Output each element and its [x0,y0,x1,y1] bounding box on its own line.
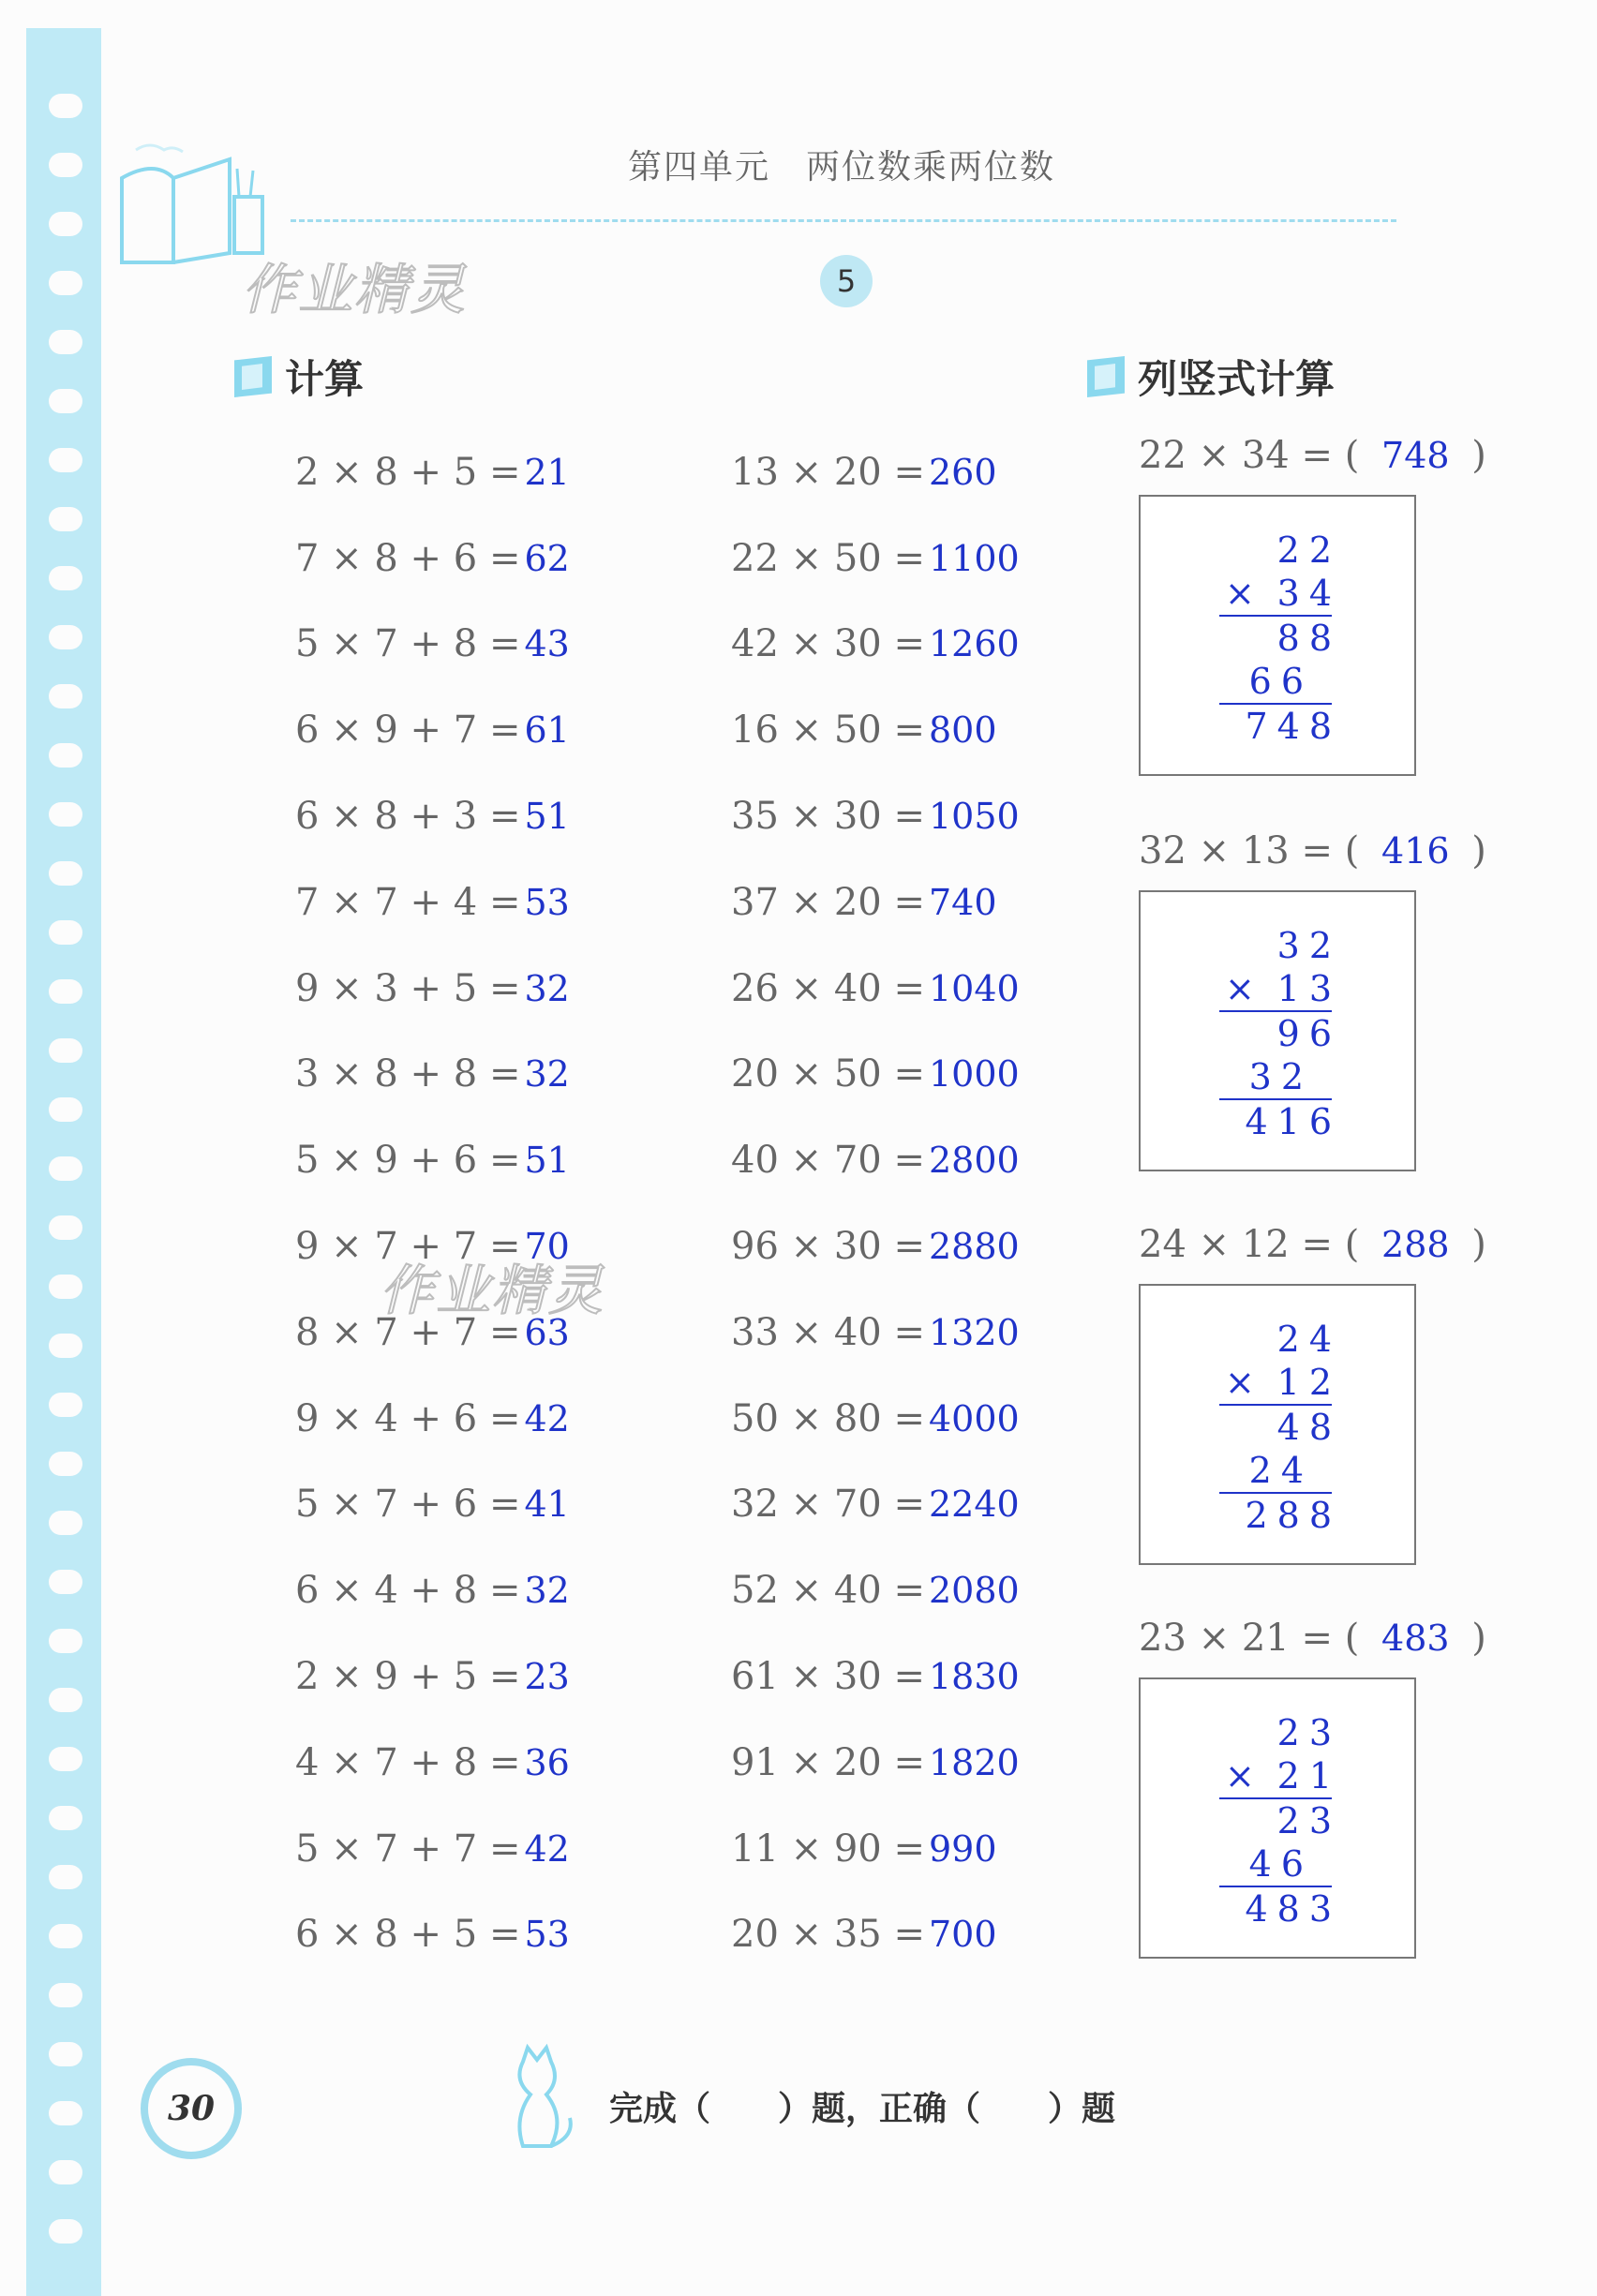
calc-expression: 91 × 20 = [731,1740,925,1784]
calc-row [295,859,570,946]
calc-expression: 5 × 9 + 6 = [295,1139,521,1183]
calc-expression: 33 × 40 = [731,1310,925,1354]
calc-expression: 3 × 8 + 8 = [295,1052,521,1096]
binding-hole [49,389,82,413]
calc-expression: 37 × 20 = [731,880,925,924]
binding-hole [49,1156,82,1181]
binding-hole [49,802,82,827]
calc-answer: 2080 [928,1570,1020,1612]
vertical-question [1139,825,1486,877]
calc-expression: 35 × 30 = [731,795,925,839]
calc-answer: 1050 [928,796,1020,838]
watermark-center: 作业精灵 [380,1259,605,1322]
exercise-number-badge: 5 [820,255,873,307]
calc-answer: 63 [524,1311,570,1353]
binding-hole [49,743,82,768]
section-heading-calculate [234,349,364,405]
vertical-problem [1139,825,1486,1171]
partial-product-1: 96 [1276,1013,1341,1054]
calc-expression: 6 × 8 + 5 = [295,1913,521,1957]
page-number: 30 [141,2058,242,2159]
binding-hole [49,1806,82,1830]
calc-row [295,1117,570,1203]
calc-answer: 700 [928,1914,997,1956]
calc-expression: 6 × 8 + 3 = [295,795,521,839]
final-product: 748 [1245,706,1341,747]
calc-row [731,1117,1020,1203]
calc-answer: 1260 [928,623,1020,665]
calc-row [731,429,1020,515]
multiplicand: 24 [1276,1319,1341,1360]
calc-row [295,1376,570,1462]
calc-answer: 2240 [928,1483,1020,1526]
calc-answer: 42 [524,1827,570,1870]
calc-expression: 9 × 7 + 7 = [295,1225,521,1269]
calc-expression: 61 × 30 = [731,1655,925,1699]
calc-row [731,1462,1020,1548]
underline [1219,1797,1332,1799]
binding-hole [49,1747,82,1771]
calc-row [731,1892,1020,1978]
book-icon [1087,356,1125,397]
calc-expression: 5 × 7 + 8 = [295,622,521,666]
calc-expression: 9 × 3 + 5 = [295,966,521,1010]
vertical-work-box [1139,1284,1416,1565]
calc-expression: 20 × 50 = [731,1052,925,1096]
calc-row [731,946,1020,1032]
vertical-question [1139,1218,1486,1271]
multiply-sign: × [1225,968,1255,1009]
calc-expression: 20 × 35 = [731,1913,925,1957]
multiply-sign: × [1225,573,1255,614]
calc-answer: 51 [524,796,570,838]
calc-expression: 4 × 7 + 8 = [295,1740,521,1784]
calc-expression: 40 × 70 = [731,1139,925,1183]
vertical-problem [1139,1612,1486,1959]
calc-row [295,1290,570,1376]
calc-row [731,515,1020,602]
multiplier: 12 [1276,1362,1341,1403]
calc-answer: 61 [524,709,570,752]
calc-row [731,1547,1020,1633]
calc-answer: 41 [524,1483,570,1526]
binding-hole [49,566,82,590]
calc-answer: 260 [928,451,997,493]
binding-hole [49,920,82,945]
partial-product-2: 66 [1248,661,1313,702]
multiplier: 34 [1276,573,1341,614]
calc-expression: 5 × 7 + 6 = [295,1483,521,1527]
cat-icon [495,2043,579,2155]
calc-row [731,687,1020,773]
binding-hole [49,1924,82,1948]
calc-row [295,1547,570,1633]
multiply-sign: × [1225,1755,1255,1797]
binding-hole [49,861,82,886]
vertical-answer: 288 [1381,1224,1450,1265]
binding-hole [49,684,82,708]
calc-row [731,1806,1020,1892]
partial-product-1: 23 [1276,1800,1341,1841]
calc-row [295,515,570,602]
binding-hole [49,212,82,236]
calc-answer: 4000 [928,1397,1020,1439]
binding-hole [49,1393,82,1417]
binding-hole [49,1511,82,1535]
calc-answer: 1040 [928,967,1020,1009]
calc-expression: 50 × 80 = [731,1396,925,1440]
vertical-problem [1139,1218,1486,1565]
vertical-question [1139,429,1486,482]
vertical-problem [1139,429,1486,776]
calc-answer: 32 [524,1053,570,1096]
binding-hole [49,1038,82,1063]
calc-row [295,1032,570,1118]
calc-answer: 1820 [928,1741,1020,1783]
binding-hole [49,2160,82,2184]
binding-hole [49,1452,82,1476]
calc-answer: 32 [524,967,570,1009]
binding-hole [49,271,82,295]
calc-expression: 96 × 30 = [731,1225,925,1269]
binding-hole [49,153,82,177]
calc-column-2 [731,429,1020,1977]
vertical-question-close: ) [1471,434,1486,477]
calc-row [295,773,570,859]
binding-hole [49,2042,82,2066]
calc-expression: 7 × 8 + 6 = [295,536,521,580]
calc-answer: 23 [524,1656,570,1698]
calc-answer: 36 [524,1741,570,1783]
underline [1219,1404,1332,1406]
vertical-question-text: 32 × 13 = ( [1139,829,1360,872]
vertical-answer: 748 [1381,435,1450,476]
calc-expression: 8 × 7 + 7 = [295,1310,521,1354]
calc-answer: 42 [524,1397,570,1439]
calc-answer: 1000 [928,1053,1020,1096]
binding-hole [49,448,82,472]
watermark: 作业精灵 [242,258,468,321]
calc-answer: 1100 [928,537,1020,579]
underline [1219,1098,1332,1100]
calc-row [731,1720,1020,1806]
calc-row [731,1032,1020,1118]
calc-answer: 1320 [928,1311,1020,1353]
vertical-answer: 416 [1381,830,1450,872]
calc-answer: 53 [524,881,570,923]
vertical-work-box [1139,890,1416,1171]
vertical-question-text: 22 × 34 = ( [1139,434,1360,477]
calc-row [295,1892,570,1978]
section-heading-label: 计算 [285,356,365,402]
binding-hole [49,94,82,118]
vertical-work-box [1139,1677,1416,1959]
calc-answer: 51 [524,1140,570,1182]
underline [1219,703,1332,705]
partial-product-1: 88 [1276,618,1341,659]
calc-row [731,1203,1020,1290]
calc-answer: 21 [524,451,570,493]
multiply-sign: × [1225,1362,1255,1403]
calc-answer: 43 [524,623,570,665]
calc-answer: 2800 [928,1140,1020,1182]
calc-answer: 62 [524,537,570,579]
binding-hole [49,330,82,354]
calc-row [731,1290,1020,1376]
partial-product-2: 24 [1248,1450,1313,1491]
completion-record: 完成（ ）题，正确（ ）题 [609,2090,1116,2128]
partial-product-1: 48 [1276,1407,1341,1448]
calc-row [731,773,1020,859]
calc-expression: 13 × 20 = [731,450,925,494]
binding-hole [49,1865,82,1889]
calc-row [295,1462,570,1548]
multiplier: 21 [1276,1755,1341,1797]
calc-expression: 11 × 90 = [731,1826,925,1871]
header-divider [291,219,1396,222]
calc-row [295,687,570,773]
calc-answer: 70 [524,1226,570,1268]
calc-row [295,946,570,1032]
binding-hole [49,1275,82,1299]
vertical-question-close: ) [1471,829,1486,872]
binding-hole [49,507,82,531]
calc-expression: 9 × 4 + 6 = [295,1396,521,1440]
vertical-question [1139,1612,1486,1664]
calc-expression: 32 × 70 = [731,1483,925,1527]
binding-hole [49,1215,82,1240]
calc-expression: 5 × 7 + 7 = [295,1826,521,1871]
calc-answer: 53 [524,1914,570,1956]
binding-hole [49,1688,82,1712]
final-product: 483 [1245,1888,1341,1930]
calc-row [731,602,1020,688]
book-icon [234,356,272,397]
calc-answer: 800 [928,709,997,752]
binding-hole [49,1097,82,1122]
section-heading-vertical [1087,349,1335,405]
calc-answer: 32 [524,1570,570,1612]
unit-title: 第四单元 两位数乘两位数 [628,148,1056,186]
calc-expression: 42 × 30 = [731,622,925,666]
calc-expression: 2 × 9 + 5 = [295,1655,521,1699]
binding-hole [49,1983,82,2007]
vertical-question-close: ) [1471,1617,1486,1660]
calc-expression: 26 × 40 = [731,966,925,1010]
partial-product-2: 46 [1248,1843,1313,1885]
multiplicand: 22 [1276,529,1341,571]
calc-answer: 2880 [928,1226,1020,1268]
multiplier: 13 [1276,968,1341,1009]
calc-expression: 16 × 50 = [731,708,925,753]
binding-hole [49,1629,82,1653]
calc-expression: 2 × 8 + 5 = [295,450,521,494]
calc-row [295,1720,570,1806]
calc-row [295,1633,570,1720]
calc-row [731,859,1020,946]
calc-row [295,1203,570,1290]
calc-row [295,429,570,515]
vertical-work-box [1139,495,1416,776]
multiplicand: 23 [1276,1712,1341,1753]
vertical-answer: 483 [1381,1618,1450,1659]
vertical-question-close: ) [1471,1223,1486,1266]
underline [1219,615,1332,617]
calc-row [295,1806,570,1892]
partial-product-2: 32 [1248,1056,1313,1097]
vertical-question-text: 23 × 21 = ( [1139,1617,1360,1660]
calc-answer: 990 [928,1827,997,1870]
binding-hole [49,625,82,649]
binding-hole [49,2219,82,2244]
underline [1219,1492,1332,1494]
binding-hole [49,979,82,1004]
binding-hole [49,1334,82,1358]
calc-expression: 6 × 9 + 7 = [295,708,521,753]
calc-row [731,1376,1020,1462]
calc-answer: 740 [928,881,997,923]
calc-expression: 52 × 40 = [731,1569,925,1613]
underline [1219,1010,1332,1012]
final-product: 416 [1245,1101,1341,1142]
multiplicand: 32 [1276,925,1341,966]
binding-hole [49,1570,82,1594]
calc-answer: 1830 [928,1656,1020,1698]
calc-expression: 22 × 50 = [731,536,925,580]
final-product: 288 [1245,1495,1341,1536]
section-heading-label: 列竖式计算 [1138,356,1336,402]
calc-column-1 [295,429,570,1977]
calc-expression: 6 × 4 + 8 = [295,1569,521,1613]
binding-hole [49,2101,82,2125]
calc-expression: 7 × 7 + 4 = [295,880,521,924]
underline [1219,1886,1332,1887]
vertical-question-text: 24 × 12 = ( [1139,1223,1360,1266]
calc-row [731,1633,1020,1720]
calc-row [295,602,570,688]
